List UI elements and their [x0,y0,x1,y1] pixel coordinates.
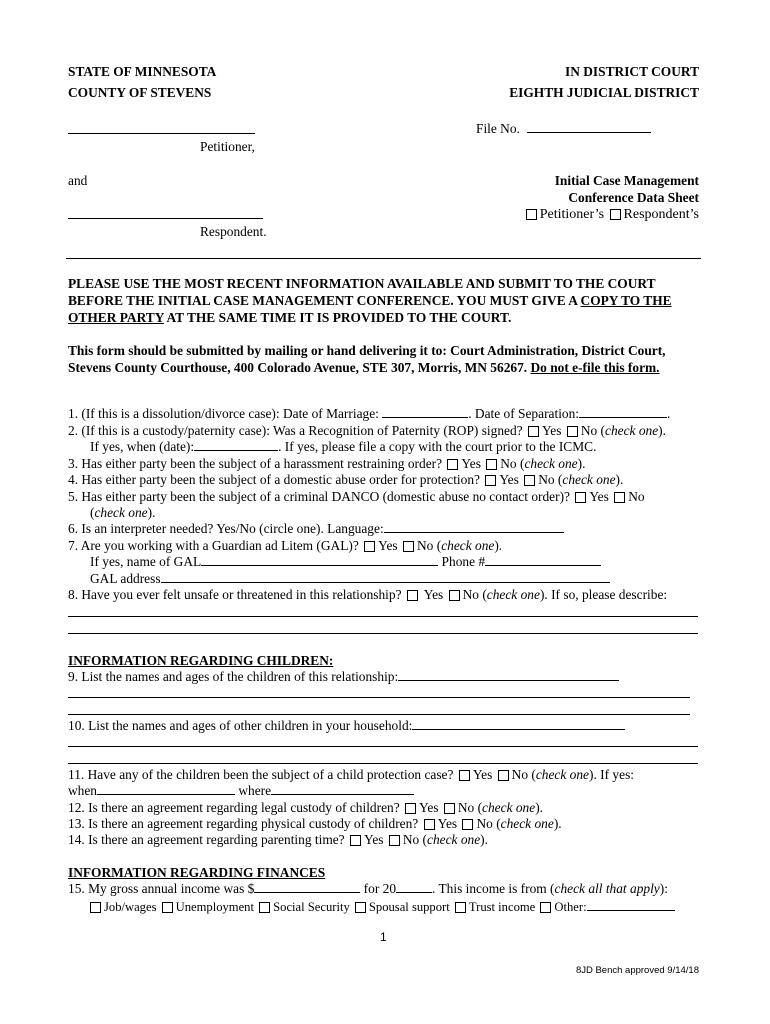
where-field[interactable] [271,783,414,795]
district-label: EIGHTH JUDICIAL DISTRICT [509,85,699,100]
file-number-row [476,121,651,137]
no-label: No [457,800,475,815]
question-1-text: 1. (If this is a dissolution/divorce case): Date of Marriage: [68,406,383,421]
colon: ): [659,881,668,896]
gal-name-field[interactable] [201,554,438,566]
question-13: 13. Is there an agreement regarding physical custody of children? Yes No (check one). [68,816,562,831]
file-number-field[interactable] [527,121,651,133]
question-12-text: 12. Is there an agreement regarding legal custody of children? [68,800,400,815]
instructions-line-3 [68,310,511,326]
question-2-text: 2. (If this is a custody/paternity case): Was a Recognition of Paternity (ROP) signed? [68,423,523,438]
submission-line-1: This form should be submitted by mailing or hand delivering it to: Court Administration, District Court, [68,343,666,358]
q11-no-checkbox[interactable] [498,770,509,781]
gal-address-label: GAL address [90,571,161,586]
q4-yes-checkbox[interactable] [485,475,496,486]
separation-date-field[interactable] [579,406,667,418]
trust-income-checkbox[interactable] [455,902,466,913]
separation-label: . Date of Separation: [468,406,580,421]
q14-yes-checkbox[interactable] [350,835,361,846]
children-heading: INFORMATION REGARDING CHILDREN: [68,653,334,668]
q12-yes-checkbox[interactable] [405,803,416,814]
check-one-note: check one [500,816,554,831]
gal-name-label: If yes, name of GAL [90,554,202,569]
q7-yes-checkbox[interactable] [364,541,375,552]
gal-phone-label: Phone # [441,554,486,569]
yes-label: Yes [437,816,458,831]
check-one-note: check one [535,767,589,782]
description-line-1[interactable] [68,616,698,617]
job-wages-label: Job/wages [104,900,157,914]
no-label: No [417,538,434,553]
and-label: and [68,173,88,188]
q4-no-checkbox[interactable] [524,475,535,486]
question-11-details [68,783,414,799]
trust-income-label: Trust income [468,900,536,914]
county-label: COUNTY OF STEVENS [68,85,212,100]
submission-text: Stevens County Courthouse, 400 Colorado Avenue, STE 307, Morris, MN 56267. [68,360,531,375]
question-4-text: 4. Has either party been the subject of a domestic abuse order for protection? [68,472,480,487]
question-3-text: 3. Has either party been the subject of a harassment restraining order? [68,456,443,471]
spousal-support-checkbox[interactable] [355,902,366,913]
instructions-underlined: COPY TO THE [580,293,672,308]
check-all-note: check all that apply [554,881,660,896]
social-security-label: Social Security [273,900,350,914]
yes-label: Yes [423,587,444,602]
social-security-checkbox[interactable] [259,902,270,913]
question-13-text: 13. Is there an agreement regarding physical custody of children? [68,816,419,831]
yes-label: Yes [378,538,398,553]
respondents-checkbox[interactable] [610,209,621,220]
income-year-field[interactable] [396,881,432,893]
instructions-line-2 [68,293,672,309]
yes-label: Yes [419,800,439,815]
income-year-label: for 20 [360,881,397,896]
instructions-underlined: OTHER PARTY [68,310,164,325]
submitter-checkboxes [524,207,699,223]
check-one-note: check one [441,538,495,553]
period: . [667,406,671,421]
question-12: 12. Is there an agreement regarding legal custody of children? Yes No (check one). [68,800,544,815]
description-line-2[interactable] [68,633,698,634]
form-title-line-1: Initial Case Management [554,173,699,188]
other-checkbox[interactable] [540,902,551,913]
question-14: 14. Is there an agreement regarding parenting time? Yes No (check one). [68,832,488,847]
no-label: No [476,816,493,831]
rop-date-field[interactable] [194,439,278,451]
caption-divider [66,258,701,259]
income-source-label: . This income is from ( [432,881,555,896]
household-children-field[interactable] [412,718,625,730]
q2-no-checkbox[interactable] [567,426,578,437]
household-line-1[interactable] [68,746,698,747]
no-label: No [511,767,529,782]
approval-note: 8JD Bench approved 9/14/18 [575,965,699,976]
rop-note: . If yes, please file a copy with the court prior to the ICMC. [278,439,597,454]
q7-no-checkbox[interactable] [403,541,414,552]
other-income-field[interactable] [587,899,675,911]
question-6-text: 6. Is an interpreter needed? Yes/No (circle one). Language: [68,521,384,536]
submission-line-2 [68,360,660,376]
where-label: where [238,783,272,798]
question-8: 8. Have you ever felt unsafe or threatened in this relationship? Yes No (check one). If so, please describe: [68,587,668,602]
instructions-text: BEFORE THE INITIAL CASE MANAGEMENT CONFERENCE. YOU MUST GIVE A [68,293,581,308]
no-label: No [500,456,517,471]
question-11: 11. Have any of the children been the subject of a child protection case? Yes No (check one). If yes: [68,767,635,782]
petitioners-checkbox[interactable] [526,209,537,220]
question-5 [68,489,645,505]
yes-label: Yes [541,423,562,438]
other-label: Other: [554,900,587,914]
income-amount-field[interactable] [254,881,360,893]
children-line-1[interactable] [68,697,690,698]
yes-label: Yes [472,767,493,782]
question-7: 7. Are you working with a Guardian ad Litem (GAL)? Yes No (check one). [68,538,503,553]
court-label: IN DISTRICT COURT [565,64,699,79]
no-label: No [580,423,598,438]
check-one-note: check one [94,505,148,520]
question-15-text: 15. My gross annual income was $ [68,881,255,896]
q3-no-checkbox[interactable] [486,459,497,470]
q13-yes-checkbox[interactable] [424,819,435,830]
question-7-text: 7. Are you working with a Guardian ad Litem (GAL)? [68,538,359,553]
yes-label: Yes [499,472,519,487]
income-source-options [88,899,675,915]
instructions-text: AT THE SAME TIME IT IS PROVIDED TO THE COURT. [163,310,512,325]
question-5-note: (check one). [90,505,156,520]
q5-no-checkbox[interactable] [614,492,625,503]
question-10-text: 10. List the names and ages of other children in your household: [68,718,413,733]
yes-label: Yes [363,832,384,847]
gal-phone-field[interactable] [485,554,601,566]
question-2-followup [90,439,596,455]
question-11-text: 11. Have any of the children been the subject of a child protection case? [68,767,454,782]
q11-yes-checkbox[interactable] [459,770,470,781]
question-4: 4. Has either party been the subject of a domestic abuse order for protection? Yes No (check one). [68,472,624,487]
form-title-line-2: Conference Data Sheet [568,190,699,205]
state-label: STATE OF MINNESOTA [68,64,217,79]
unemployment-label: Unemployment [175,900,254,914]
household-line-2[interactable] [68,763,698,764]
finances-heading: INFORMATION REGARDING FINANCES [68,865,326,880]
no-label: No [402,832,420,847]
q8-no-checkbox[interactable] [449,590,460,601]
when-label: when [68,783,98,798]
rop-date-label: If yes, when (date): [90,439,195,454]
gal-address-row [90,571,610,587]
question-10 [68,718,625,734]
question-9-text: 9. List the names and ages of the children of this relationship: [68,669,399,684]
question-1 [68,406,670,422]
no-label: No [462,587,479,602]
petitioner-label: Petitioner, [200,139,255,154]
q3-yes-checkbox[interactable] [447,459,458,470]
marriage-date-field[interactable] [382,406,468,418]
if-yes-label: . If yes: [593,767,635,782]
unemployment-checkbox[interactable] [162,902,173,913]
gal-name-row [90,554,601,570]
page-number: 1 [380,930,387,944]
respondent-name-field[interactable] [68,218,263,219]
spousal-support-label: Spousal support [368,900,450,914]
question-14-text: 14. Is there an agreement regarding parenting time? [68,832,345,847]
petitioners-label: Petitioner’s [539,207,605,222]
file-number-label: File No. [476,121,520,136]
q2-yes-checkbox[interactable] [528,426,539,437]
question-5-text: 5. Has either party been the subject of a criminal DANCO (domestic abuse no contact order)? [68,489,570,504]
q8-yes-checkbox[interactable] [407,590,418,601]
yes-label: Yes [461,456,481,471]
question-6 [68,521,564,537]
instructions-line-1: PLEASE USE THE MOST RECENT INFORMATION AVAILABLE AND SUBMIT TO THE COURT [68,276,656,291]
when-field[interactable] [97,783,235,795]
no-label: No [538,472,555,487]
gal-address-field[interactable] [161,571,610,583]
question-15 [68,881,668,897]
job-wages-checkbox[interactable] [90,902,101,913]
check-one-note: check one [605,423,659,438]
no-label: No [628,489,645,504]
petitioner-name-field[interactable] [68,133,255,134]
children-line-2[interactable] [68,714,690,715]
q5-yes-checkbox[interactable] [575,492,586,503]
check-one-note: check one [427,832,481,847]
question-8-text: 8. Have you ever felt unsafe or threatened in this relationship? [68,587,402,602]
describe-label: . If so, please describe: [544,587,668,602]
question-9 [68,669,619,685]
q14-no-checkbox[interactable] [389,835,400,846]
no-efile-note: Do not e-file this form. [530,360,660,375]
yes-label: Yes [589,489,609,504]
respondents-label: Respondent’s [623,207,699,222]
children-list-field[interactable] [398,669,619,681]
language-field[interactable] [384,521,564,533]
question-2: 2. (If this is a custody/paternity case): Was a Recognition of Paternity (ROP) signed? Yes No (check one). [68,423,666,438]
check-one-note: check one [482,800,536,815]
question-3: 3. Has either party been the subject of a harassment restraining order? Yes No (check one). [68,456,586,471]
q13-no-checkbox[interactable] [462,819,473,830]
respondent-label: Respondent. [200,224,267,239]
check-one-note: check one [486,587,540,602]
check-one-note: check one [562,472,616,487]
check-one-note: check one [524,456,578,471]
q12-no-checkbox[interactable] [444,803,455,814]
